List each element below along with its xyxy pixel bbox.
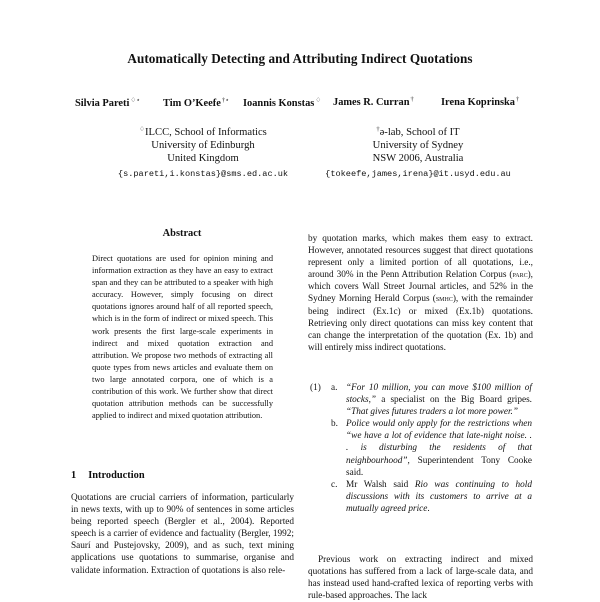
corpus-acronym: parc <box>512 270 528 280</box>
affil-line: NSW 2006, Australia <box>372 153 464 165</box>
affil-line: ILCC, School of Informatics <box>145 127 267 138</box>
example-label: c. <box>331 479 338 490</box>
quote-text: Police would only apply for the restrictions when “we have a lot of evidence that late-night noise. . . is disturbing the residents of that neighbourhood” <box>346 419 532 466</box>
intro-paragraph: Quotations are crucial carriers of information, particularly in news texts, with up to 90% of sentences in some articles being reported speech (Bergler et al., 2004). Reported speech is a carrier of evidence and factuality (Bergler, 1992; Saurí and Pustejovsky, 2009), and as such, text mining applications use quotations to summarise, organise and validate information. Extraction of quotations is also rele- <box>71 493 294 576</box>
text-run: a specialist on the Big Board gripes. <box>376 395 532 406</box>
section-number: 1 <box>71 470 77 481</box>
author-affil-mark: ♢⋆ <box>130 97 141 104</box>
author-1 <box>75 96 140 109</box>
affil-email: {tokeefe,james,irena}@it.usyd.edu.au <box>325 168 511 179</box>
abstract-body: Direct quotations are used for opinion mining and information extraction as they have an easy to extract span and they can be attributed to a speaker with high accuracy. However, simply focusing on direct quotations ignores around half of all reported speech, which is in the form of indirect or mixed speech. This work presents the first large-scale experiments in indirect and mixed quotation extraction and attribution. We propose two methods of extracting all quote types from news articles and evaluate them on two large annotated corpora, one of which is a contribution of this work. We further show that direct quotation attribution methods can be successfully applied to indirect and mixed quotation attribution. <box>92 254 273 421</box>
text-run: ), which covers Wall Street Journal articles, and 52% in the Sydney Morning Herald Corpus ( <box>308 270 533 305</box>
author-name: Tim O’Keefe <box>163 98 221 109</box>
section-title: Introduction <box>88 470 145 481</box>
author-affil-mark: †⋆ <box>221 97 230 104</box>
author-affil-mark: ♢ <box>315 97 322 104</box>
author-list <box>0 96 600 112</box>
right-paragraph-2: Previous work on extracting indirect and mixed quotations has suffered from a lack of large-scale data, and has instead used hand-crafted lexica of reporting verbs with rule-based approaches. The lack <box>308 555 533 602</box>
text-run: ), with the remainder being indirect (Ex.1c) or mixed (Ex.1b) quotations. Retrieving only direct quotations can miss key content that can change the interpretation of the quotation (Ex. 1b) and will entirely miss indirect quotations. <box>308 294 533 353</box>
author-affil-mark: † <box>410 96 414 103</box>
affil-mark: ♢ <box>139 126 145 133</box>
text-run: , Superintendent Tony Cooke said. <box>346 455 532 478</box>
author-4 <box>333 96 414 108</box>
affiliation-right <box>318 123 518 181</box>
example-item-a <box>310 382 532 418</box>
author-name: Ioannis Konstas <box>243 98 315 109</box>
affil-line: United Kingdom <box>167 153 239 165</box>
example-label: a. <box>331 383 338 393</box>
affil-mark: † <box>376 126 380 133</box>
author-name: James R. Curran <box>333 97 410 108</box>
text-run: by quotation marks, which makes them easy to extract. However, annotated resources suggest that direct quotations represent only a limited portion of all quotations, i.e., around 30% in the Penn Attribution Relation Corpus ( <box>308 234 533 281</box>
quote-text: Rio was continuing to hold discussions with its customers to arrive at a mutually agreed price <box>346 479 532 514</box>
example-label: b. <box>331 419 338 430</box>
text-run: Mr Walsh said <box>346 479 415 490</box>
example-number: (1) <box>310 383 321 393</box>
author-5 <box>441 96 519 108</box>
text-run: . <box>427 503 430 514</box>
example-item-b <box>310 418 532 478</box>
affil-line: University of Edinburgh <box>151 140 255 152</box>
quote-text: “That gives futures traders a lot more power.” <box>346 407 518 418</box>
example-block <box>310 382 532 515</box>
author-affil-mark: † <box>516 96 520 103</box>
author-2 <box>163 96 229 109</box>
example-item-c <box>310 479 532 515</box>
section-heading <box>71 470 145 481</box>
affil-line: University of Sydney <box>372 140 464 152</box>
paper-title: Automatically Detecting and Attributing Indirect Quotations <box>127 51 473 66</box>
affil-email: {s.pareti,i.konstas}@sms.ed.ac.uk <box>117 168 289 179</box>
right-paragraph-1 <box>308 233 533 354</box>
quote-text: “For 10 million, you can move $100 million of stocks,” <box>346 383 532 406</box>
corpus-acronym: smhc <box>435 294 453 304</box>
author-name: Silvia Pareti <box>75 98 130 109</box>
affil-line: ə-lab, School of IT <box>379 127 460 138</box>
author-3 <box>243 96 321 109</box>
author-name: Irena Koprinska <box>441 97 516 108</box>
affiliation-left <box>98 123 308 181</box>
abstract-heading: Abstract <box>162 228 202 239</box>
